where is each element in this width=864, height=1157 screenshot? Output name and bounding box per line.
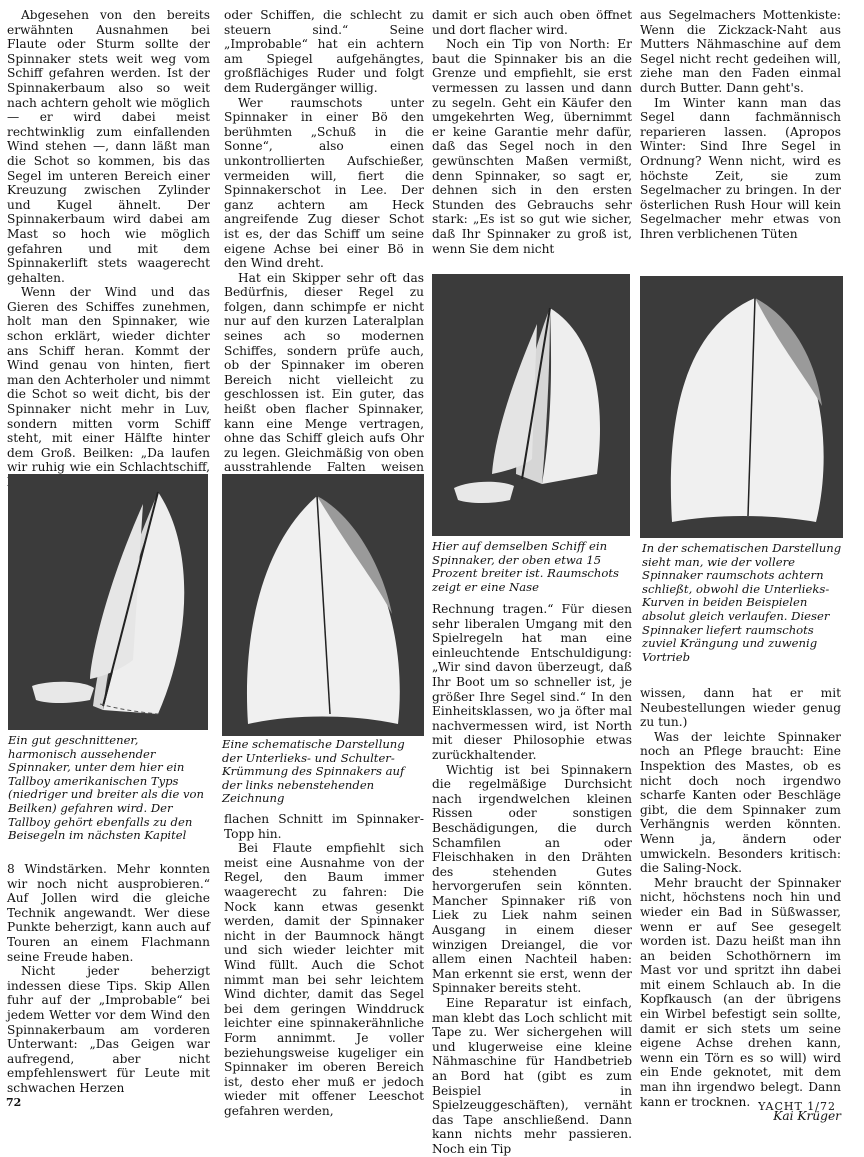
column-4-top [640, 8, 841, 242]
column-3-top [432, 8, 632, 256]
paragraph: Noch ein Tip von North: Er baut die Spinnaker bis an die Grenze und empfiehlt, sie erst vermessen zu lassen und dann zu segeln. Geht ein Käufer den umgekehrten Weg, übernimmt er keine Garantie mehr dafür, daß das Segel noch in den gewünschten Maßen vermißt, denn Spinnaker, so sagt er, dehnen sich in den ersten Stunden des Gebrauchs sehr stark: „Es ist so gut wie sicher, daß Ihr Spinnaker zu groß ist, wenn Sie dem nicht [432, 37, 632, 256]
column-4-bottom [640, 686, 841, 1124]
paragraph: Mehr braucht der Spinnaker nicht, höchstens noch hin und wieder ein Bad in Süßwasser, wenn er auf See gesegelt worden ist. Dazu heißt man ihn an beiden Schothörnern im Mast vor und spritzt ihn dabei mit einem Schlauch ab. In die Kopfkausch (an der übrigens ein Wirbel befestigt sein sollte, damit er sich stets um seine eigene Achse drehen kann, wenn ein Törn es so will) wird ein Ende geknotet, mit dem man ihn irgendwo belegt. Dann kann er trocknen. [640, 875, 841, 1109]
paragraph: oder Schiffen, die schlecht zu steuern sind.“ Seine „Improbable“ hat ein achtern am Spiegel aufgehängtes, großflächiges Ruder und folgt dem Rudergänger willig. [224, 8, 424, 95]
paragraph: Wer raumschots unter Spinnaker in einer Bö den berühmten „Schuß in die Sonne“, also einen unkontrollierten Aufschießer, vermeiden will, fiert die Spinnakerschot in Lee. Der ganz achtern am Heck angreifende Zug dieser Schot ist es, der das Schiff um seine eigene Achse bei einer Bö in den Wind dreht. [224, 95, 424, 271]
column-3-bottom [432, 602, 632, 1157]
caption-fig3: Hier auf demselben Schiff ein Spinnaker, der oben etwa 15 Prozent breiter ist. Raumschots zeigt er eine Nase [432, 539, 619, 594]
caption-fig1: Ein gut geschnittener, harmonisch aussehender Spinnaker, unter dem hier ein Tallboy amerikanischen Typs (niedriger und breiter als die von Beilken) gefahren wird. Der Tallboy gehört ebenfalls zu den Beisegeln im nächsten Kapitel [8, 733, 204, 843]
paragraph: Rechnung tragen.“ Für diesen sehr liberalen Umgang mit den Spielregeln hat man eine einleuchtende Entschuldigung: „Wir sind davon überzeugt, daß Ihr Boot um so schneller ist, je größer Ihre Segel sind.“ In den Einheitsklassen, wo ja öfter mal nachvermessen wird, ist North mit dieser Philosophie etwas zurückhaltender. [432, 602, 632, 762]
spinnaker-photo-1 [8, 474, 208, 730]
column-2-top [224, 8, 424, 504]
paragraph: Abgesehen von den bereits erwähnten Ausnahmen bei Flaute oder Sturm sollte der Spinnaker stets weit weg vom Schiff gefahren werden. Ist der Spinnakerbaum also so weit nach achtern geholt wie möglich — er wird dabei meist rechtwinklig zum einfallenden Wind stehen —, dann läßt man die Schot so kommen, bis das Segel im unteren Bereich einer Kreuzung zwischen Zylinder und Kugel ähnelt. Der Spinnakerbaum wird dabei am Mast so hoch wie möglich gefahren und mit dem Spinnakerlift stets waagerecht gehalten. [7, 8, 210, 285]
paragraph: Bei Flaute empfiehlt sich meist eine Ausnahme von der Regel, den Baum immer waagerecht zu fahren: Die Nock kann etwas gesenkt werden, damit der Spinnaker nicht in der Baumnock hängt und sich wieder leichter mit Wind füllt. Auch die Schot nimmt man bei sehr leichtem Wind dichter, damit das Segel bei dem geringen Winddruck leichter eine spinnakerähnliche Form annimmt. Je voller beziehungsweise kugeliger ein Spinnaker im oberen Bereich ist, desto eher muß er jedoch wieder mit offener Leeschot gefahren werden, [224, 841, 424, 1118]
spinnaker-schematic-1 [222, 474, 424, 736]
paragraph: Eine Reparatur ist einfach, man klebt das Loch schlicht mit Tape zu. Wer sichergehen will und klugerweise eine kleine Nähmaschine für Handbetrieb an Bord hat (gibt es zum Beispiel in Spielzeuggeschäften), vernäht das Tape anschließend. Dann kann nichts mehr passieren. Noch ein Tip [432, 996, 632, 1156]
paragraph: Wenn der Wind und das Gieren des Schiffes zunehmen, holt man den Spinnaker, wie schon erklärt, wieder dichter ans Schiff heran. Kommt der Wind genau von hinten, fiert man den Achterholer und nimmt die Schot so weit dicht, bis der Spinnaker nicht mehr in Luv, sondern mitten vorm Schiff steht, mit einer Hälfte hinter dem Groß. Beilken: „Da laufen wir ruhig wie ein Schlachtschiff, [7, 285, 210, 475]
paragraph: flachen Schnitt im Spinnaker-Topp hin. [224, 812, 424, 841]
caption-fig4: In der schematischen Darstellung sieht man, wie der vollere Spinnaker raumschots achtern schließt, obwohl die Unterlieks-Kurven in beiden Beispielen absolut gleich verlaufen. Dieser Spinnaker liefert raumschots zuviel Krängung und zuwenig Vortrieb [642, 541, 842, 664]
column-1-top [7, 8, 210, 490]
paragraph: Hat ein Skipper sehr oft das Bedürfnis, dieser Regel zu folgen, dann schimpfe er nicht nur auf den kurzen Lateralplan seines ach so modernen Schiffes, sondern prüfe auch, ob der Spinnaker im oberen Bereich nicht vielleicht zu geschlossen ist. Ein guter, das heißt oben flacher Spinnaker, kann eine Menge vertragen, ohne das Schiff gleich aufs Ohr zu legen. Gleichmäßig von oben ausstrahlende Falten weisen [224, 270, 424, 475]
column-1-bottom [7, 862, 210, 1096]
spinnaker-photo-2 [432, 274, 630, 536]
magazine-issue: YACHT 1/72 [758, 1100, 836, 1113]
column-2-bottom [224, 812, 424, 1118]
paragraph: Wichtig ist bei Spinnakern die regelmäßige Durchsicht nach irgendwelchen kleinen Rissen oder sonstigen Beschädigungen, die durch Schamfilen an oder Fleischhaken in den Drähten des stehenden Gutes hervorgerufen sein könnten. Mancher Spinnaker riß von Liek zu Liek nahm seinen Ausgang in einem dieser winzigen Dreiangel, die vor allem einen Nachteil haben: Man erkennt sie erst, wenn der Spinnaker bereits steht. [432, 762, 632, 996]
author-signature: Kai Krüger [773, 1109, 841, 1124]
page-number: 72 [6, 1096, 22, 1109]
paragraph: damit er sich auch oben öffnet und dort flacher wird. [432, 8, 632, 37]
paragraph: Was der leichte Spinnaker noch an Pflege braucht: Eine Inspektion des Mastes, ob es nicht doch noch irgendwo scharfe Kanten oder Beschläge gibt, die dem Spinnaker zum Verhängnis werden könnten. Wenn ja, ändern oder umwickeln. Besonders kritisch: die Saling-Nock. [640, 729, 841, 876]
paragraph: 8 Windstärken. Mehr konnten wir noch nicht ausprobieren.“ Auf Jollen wird die gleiche Technik angewandt. Wer diese Punkte beherzigt, kann auch auf Touren an einem Flachmann seine Freude haben. [7, 862, 210, 964]
caption-fig2: Eine schematische Darstellung der Unterlieks- und Schulter-Krümmung des Spinnakers auf der links nebenstehenden Zeichnung [222, 737, 405, 806]
paragraph: Im Winter kann man das Segel dann fachmännisch reparieren lassen. (Apropos Winter: Sind Ihre Segel in Ordnung? Wenn nicht, wird es höchste Zeit, sie zum Segelmacher zu bringen. In der österlichen Rush Hour will kein Segelmacher mehr etwas von Ihren verblichenen Tüten [640, 95, 841, 241]
paragraph: Nicht jeder beherzigt indessen diese Tips. Skip Allen fuhr auf der „Improbable“ bei jedem Wetter vor dem Wind den Spinnakerbaum am vorderen Unterwant: „Das Geigen war aufregend, aber nicht empfehlenswert für Leute mit schwachen Herzen [7, 964, 210, 1095]
spinnaker-schematic-2 [640, 276, 843, 538]
paragraph: wissen, dann hat er mit Neubestellungen wieder genug zu tun.) [640, 686, 841, 730]
paragraph: aus Segelmachers Mottenkiste: Wenn die Zickzack-Naht aus Mutters Nähmaschine auf dem Segel nicht recht gedeihen will, ziehe man den Faden einmal durch Butter. Dann geht's. [640, 8, 841, 95]
